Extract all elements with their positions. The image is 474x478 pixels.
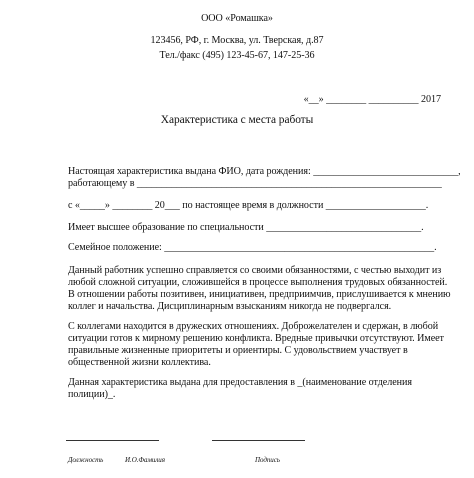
paragraph-3-line: Данная характеристика выдана для предоставления в _(наименование отделения: [68, 377, 412, 388]
paragraph-2-line: ситуации готов к мирному решению конфликта. Вредные привычки отсутствуют. Имеет: [68, 333, 444, 344]
signature-label-sign: Подпись: [255, 456, 280, 464]
paragraph-1-line: В отношении работы позитивен, инициативен, предприимчив, прислушивается к мнению: [68, 289, 451, 300]
field-position-since: с «_____» ________ 20___ по настоящее время в должности ____________________.: [68, 200, 429, 211]
signature-label-name: И.О.Фамилия: [125, 456, 165, 464]
paragraph-2-line: С коллегами находится в дружеских отношениях. Доброжелателен и сдержан, в любой: [68, 321, 439, 332]
paragraph-1-line: любой сложной ситуации, сложившейся в процессе выполнения трудовых обязанностей.: [68, 277, 448, 288]
field-marital-status: Семейное положение: ______________________________________________________.: [68, 242, 437, 253]
field-workplace: работающему в _____________________________________________________________: [68, 178, 442, 189]
org-address: 123456, РФ, г. Москва, ул. Тверская, д.87: [150, 35, 324, 46]
document-title: Характеристика с места работы: [160, 114, 314, 126]
field-education: Имеет высшее образование по специальности _______________________________.: [68, 222, 424, 233]
paragraph-1-line: Данный работник успешно справляется со своими обязанностями, с честью выходит из: [68, 265, 442, 276]
position-signature-line: [66, 440, 159, 441]
org-phone: Тел./факс (495) 123-45-67, 147-25-36: [159, 50, 315, 61]
org-name: ООО «Ромашка»: [201, 13, 273, 24]
paragraph-1-line: коллег и начальства. Дисциплинарным взысканиям никогда не подвергался.: [68, 301, 392, 312]
document-date: «__» ________ __________ 2017: [303, 94, 441, 105]
field-fio-birthdate: Настоящая характеристика выдана ФИО, дата рождения: _____________________________,: [68, 166, 461, 177]
paragraph-3-line: полиции)_.: [68, 389, 116, 400]
paragraph-2-line: общественной жизни коллектива.: [68, 357, 211, 368]
signature-label-position: Должность: [68, 456, 104, 464]
paragraph-2-line: правильные жизненные приоритеты и ориентиры. С удовольствием участвует в: [68, 345, 408, 356]
name-signature-line: [212, 440, 305, 441]
